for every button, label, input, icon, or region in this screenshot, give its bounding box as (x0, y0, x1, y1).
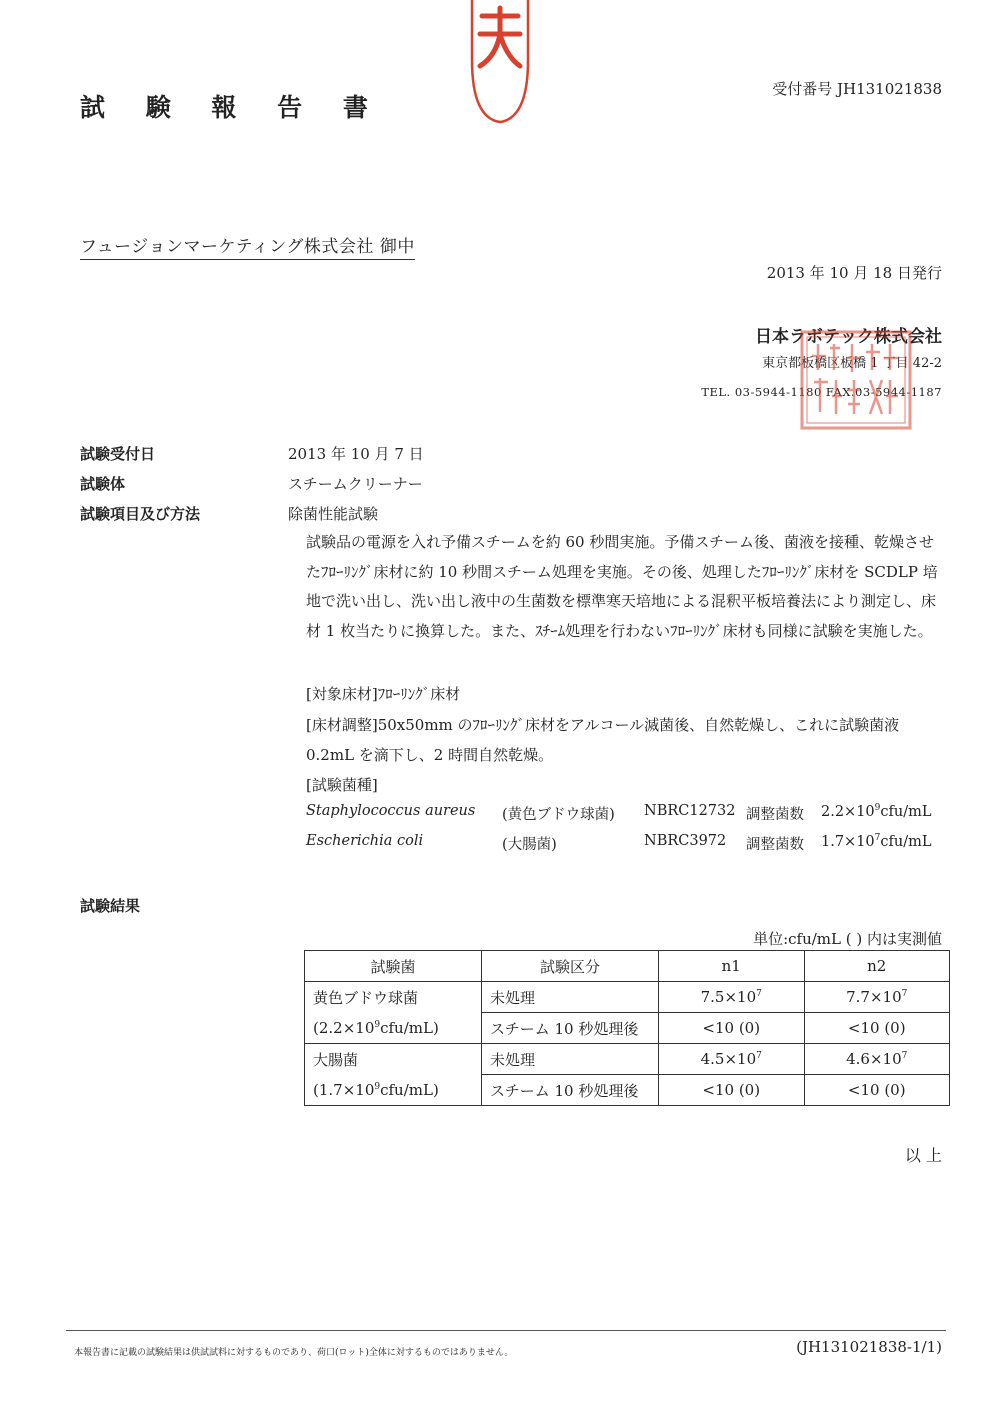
method-label: 試験項目及び方法 (80, 505, 201, 523)
issuer-company: 日本ラボテック株式会社 (755, 327, 942, 347)
species-japanese: (黄色ブドウ球菌) (502, 807, 615, 823)
species-row (306, 803, 946, 831)
specimen-label: 試験体 (80, 475, 126, 493)
issue-date: 2013 年 10 月 18 日発行 (766, 264, 942, 282)
footer-note: 本報告書に記載の試験結果は供試試料に対するものであり、荷口(ロット)全体に対するものではありません。 (74, 1348, 514, 1358)
reception-date-value: 2013 年 10 月 7 日 (288, 445, 424, 463)
species-strain: NBRC3972 (644, 833, 727, 849)
method-value: 除菌性能試験 (288, 505, 379, 523)
n1-value: <10 (0) (659, 1013, 805, 1044)
column-header: n2 (804, 951, 950, 982)
column-header: n1 (659, 951, 805, 982)
specimen-value: スチームクリーナー (288, 475, 423, 493)
client-name: フュージョンマーケティング株式会社 御中 (80, 232, 415, 260)
footer-divider (66, 1330, 946, 1331)
species-latin: Escherichia coli (306, 833, 424, 849)
procedure-text: 試験品の電源を入れ予備スチームを約 60 秒間実施。予備スチーム後、菌液を接種、乾燥させたﾌﾛｰﾘﾝｸﾞ床材に約 10 秒間スチーム処理を実施。その後、処理したﾌﾛｰﾘﾝｸﾞ床材を SCDLP 培地で洗い出し、洗い出し液中の生菌数を標準寒天培地による混釈平板培養法により測定し、床材 1 枚当たりに換算した。また、ｽﾁｰﾑ処理を行わないﾌﾛｰﾘﾝｸﾞ床材も同様に試験を実施した。 (306, 533, 938, 640)
document-title: 試 験 報 告 書 (80, 93, 384, 122)
species-count-label: 調整菌数 (746, 837, 804, 853)
results-table (304, 950, 950, 1106)
n2-value: <10 (0) (804, 1075, 950, 1106)
n2-value: <10 (0) (804, 1013, 950, 1044)
column-header: 試験菌 (305, 951, 482, 982)
treatment: スチーム 10 秒処理後 (482, 1075, 659, 1106)
n1-value: <10 (0) (659, 1075, 805, 1106)
organism-concentration: $(2.2\times 10^9cfu/mL)$ (305, 1013, 482, 1044)
n2-value: $7.7\times 10^7$ (804, 982, 950, 1013)
species-latin: Staphylococcus aureus (306, 803, 476, 819)
issuer-address: 東京都板橋区板橋 1 丁目 42-2 (762, 356, 942, 371)
species-strain: NBRC12732 (644, 803, 736, 819)
closing-mark: 以 上 (904, 1146, 942, 1165)
table-row (305, 1044, 950, 1075)
results-heading: 試験結果 (80, 897, 141, 915)
reception-date-label: 試験受付日 (80, 445, 156, 463)
species-japanese: (大腸菌) (502, 837, 557, 853)
unit-note: 単位:cfu/mL ( ) 内は実測値 (753, 930, 942, 948)
n1-value: $4.5\times 10^7$ (659, 1044, 805, 1075)
treatment: スチーム 10 秒処理後 (482, 1013, 659, 1044)
table-row (305, 982, 950, 1013)
organism-name: 黄色ブドウ球菌 (305, 982, 482, 1013)
organism-name: 大腸菌 (305, 1044, 482, 1075)
target-material: [対象床材]ﾌﾛｰﾘﾝｸﾞ床材 (306, 685, 461, 703)
n1-value: $7.5\times 10^7$ (659, 982, 805, 1013)
page-id: (JH131021838-1/1) (796, 1338, 942, 1356)
n2-value: $4.6\times 10^7$ (804, 1044, 950, 1075)
species-count: $2.2\times 10^9cfu/mL$ (821, 803, 932, 820)
issuer-tel-fax: TEL. 03-5944-1180 FAX.03-5944-1187 (701, 385, 942, 399)
table-row (305, 1013, 950, 1044)
column-header: 試験区分 (482, 951, 659, 982)
table-row (305, 1075, 950, 1106)
species-count: $1.7\times 10^7cfu/mL$ (821, 833, 932, 850)
species-count-label: 調整菌数 (746, 807, 804, 823)
receipt-number: 受付番号 JH131021838 (772, 80, 942, 98)
species-row (306, 833, 946, 861)
treatment: 未処理 (482, 1044, 659, 1075)
preparation-text: [床材調整]50x50mm のﾌﾛｰﾘﾝｸﾞ床材をアルコール滅菌後、自然乾燥し、これに試験菌液 0.2mL を滴下し、2 時間自然乾燥。 (306, 716, 900, 764)
species-heading: [試験菌種] (306, 776, 378, 794)
table-header-row (305, 951, 950, 982)
organism-concentration: $(1.7\times 10^9cfu/mL)$ (305, 1075, 482, 1106)
treatment: 未処理 (482, 982, 659, 1013)
approval-seal (468, 0, 532, 126)
company-seal (800, 330, 912, 430)
